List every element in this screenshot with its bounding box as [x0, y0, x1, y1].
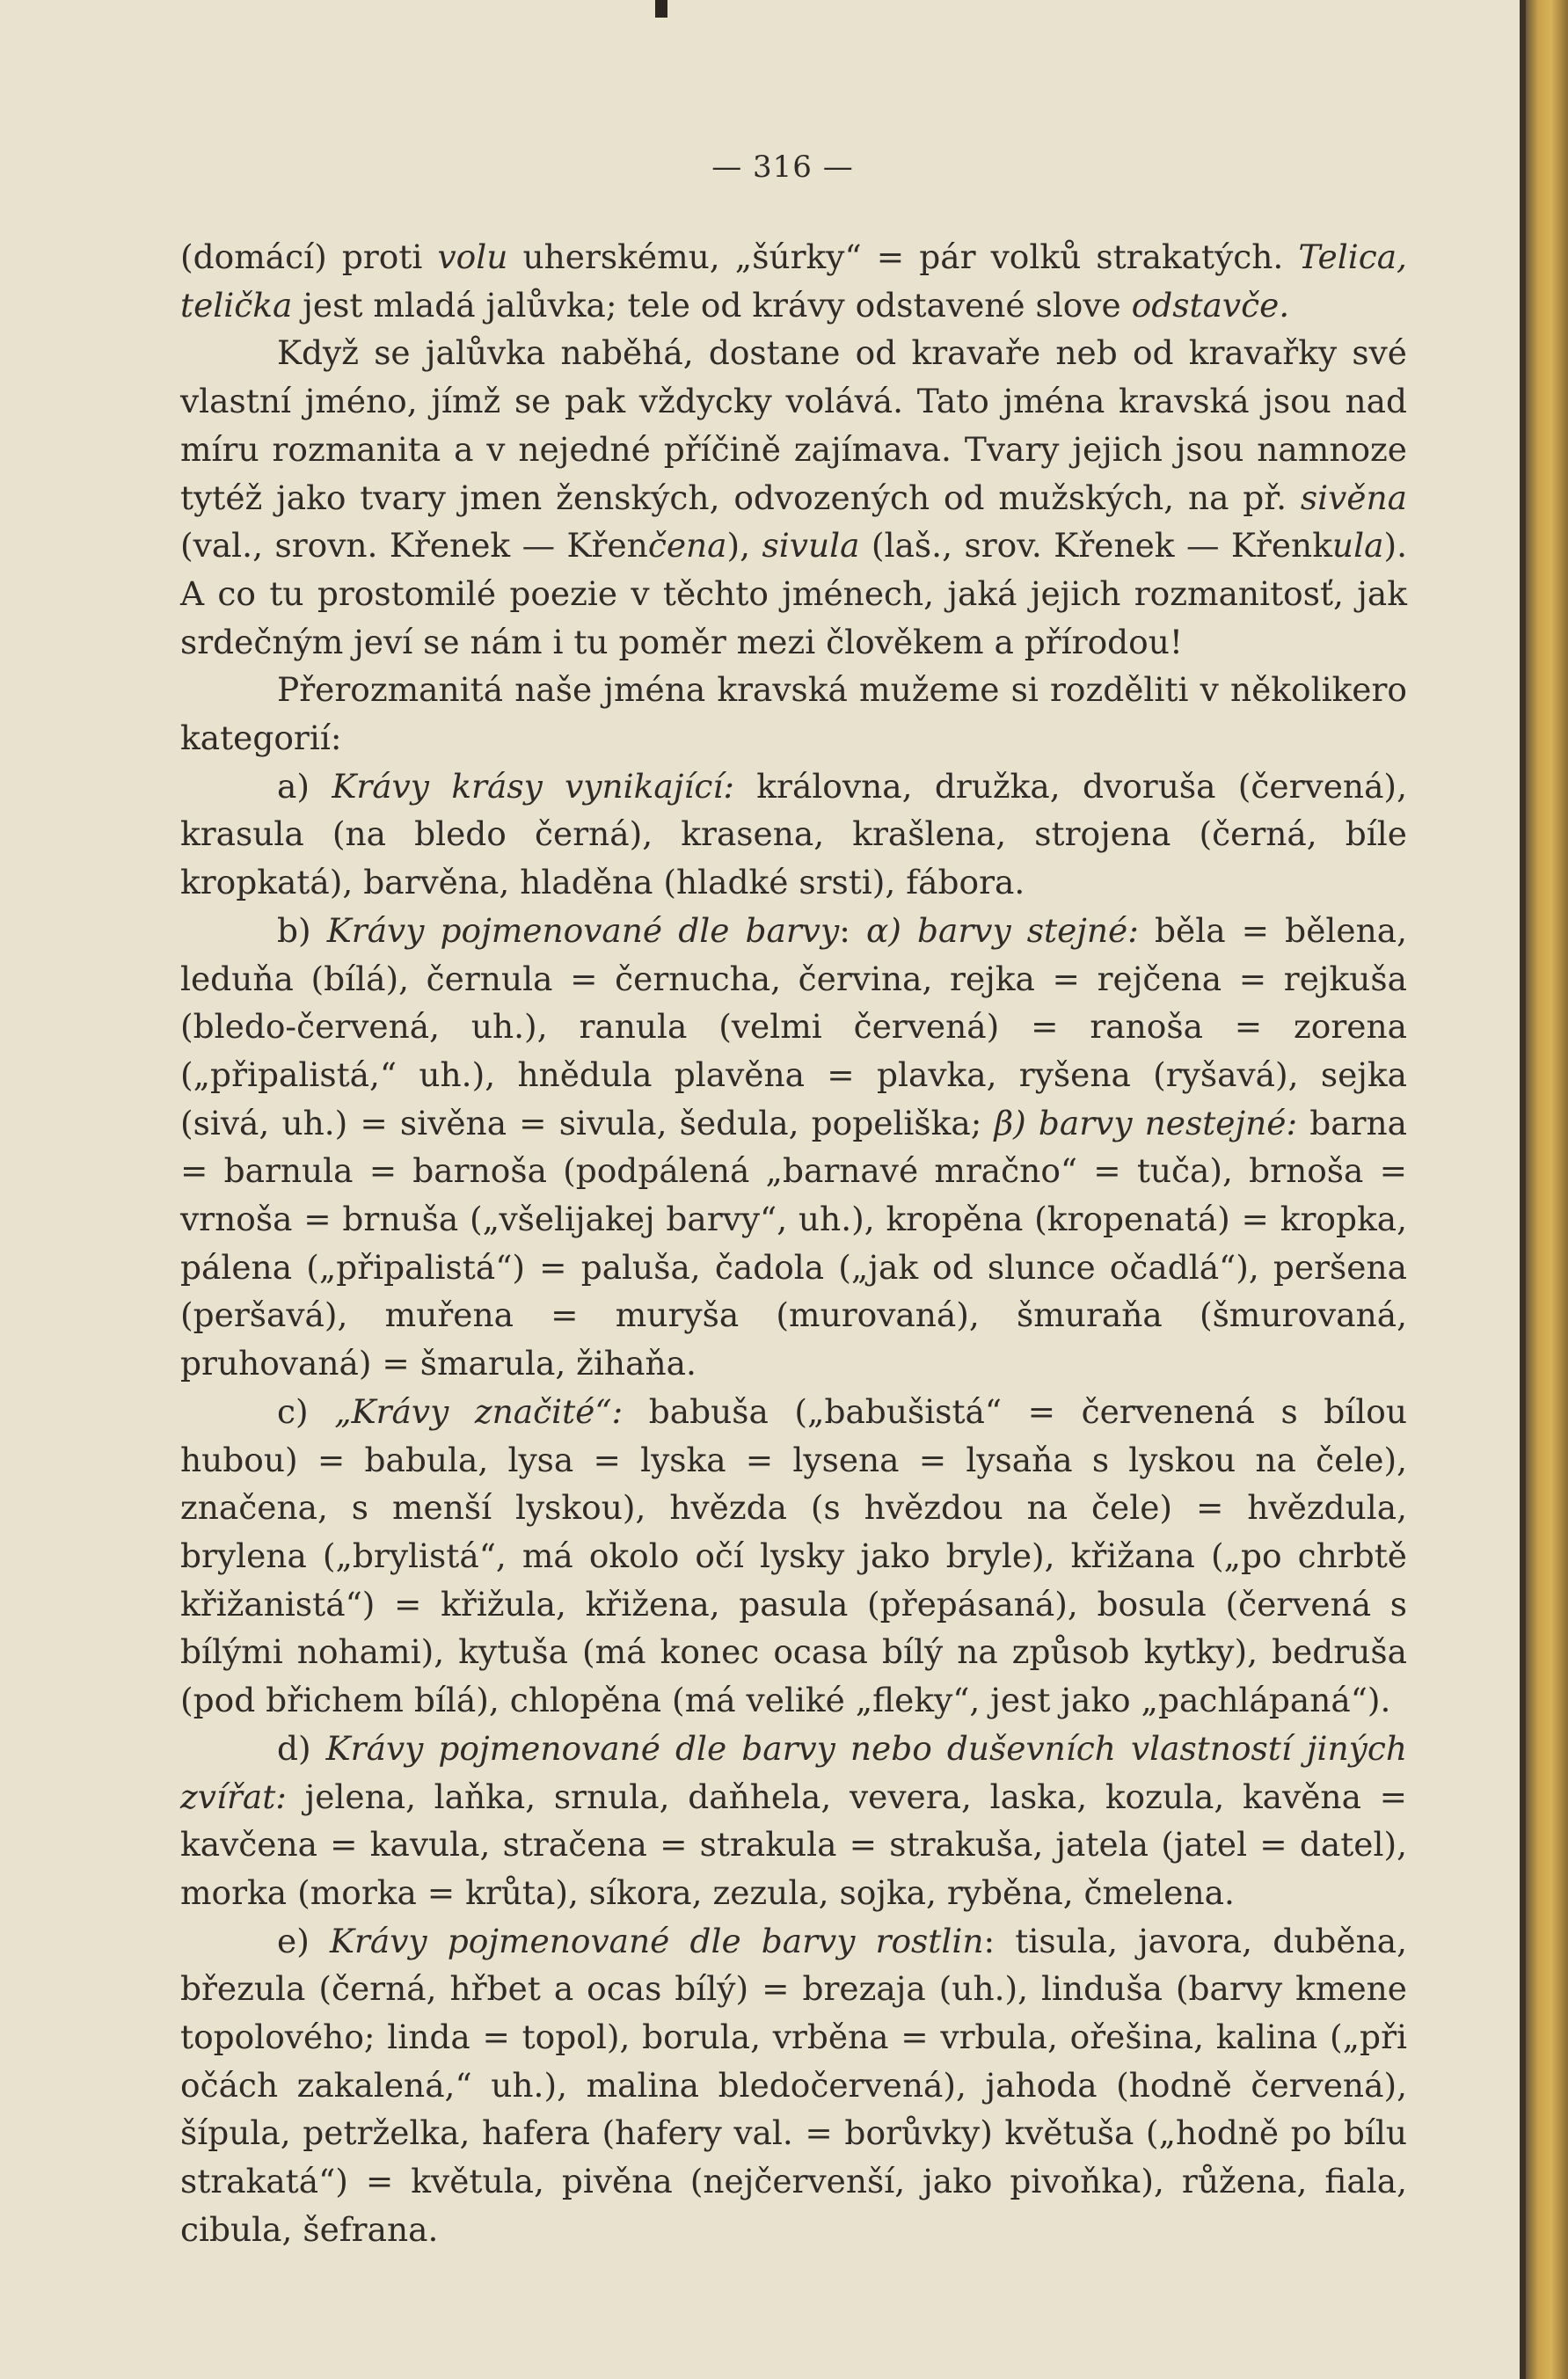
- body-text: [180, 233, 1407, 2254]
- italic-run: čena: [647, 526, 727, 566]
- binding-mark: [655, 0, 667, 18]
- text-run: ). A co tu prostomilé poezie v těchto jménech, jaká jejich rozmanitosť, jak srdečným jeví se nám i tu poměr mezi člověkem a přírodou!: [180, 526, 1407, 661]
- text-run: jest mladá jalůvka; tele od krávy odstavené slove: [292, 285, 1132, 325]
- italic-run: β) barvy nestejné:: [994, 1103, 1298, 1142]
- italic-run: α) barvy stejné:: [865, 910, 1139, 950]
- text-run: babuša („babušistá“ = červenená s bílou hubou) = babula, lysa = lyska = lysena = lysaňa s lyskou na čele), značena, s menší lyskou), hvězda (s hvězdou na čele) = hvězdula, brylena („brylistá“, má okolo očí lysky jako bryle), křižana („po chrbtě křižanistá“) = křižula, křižena, pasula (přepásaná), bosula (červená s bílými nohami), kytuša (má konec ocasa bílý na způsob kytky), bedruša (pod břichem bílá), chlopěna (má veliké „fleky“, jest jako „pachlápaná“).: [180, 1391, 1407, 1720]
- text-run: d): [277, 1728, 326, 1768]
- text-run: (val., srovn. Křenek — Křen: [180, 526, 648, 566]
- book-cover-edge: [1526, 0, 1568, 2379]
- italic-run: Krávy pojmenované dle barvy nebo duševních vlastností jiných zvířat:: [180, 1728, 1407, 1816]
- text-run: Přerozmanitá naše jména kravská mužeme si rozděliti v několikero kategorií:: [180, 670, 1407, 758]
- paragraph: [180, 329, 1407, 666]
- paragraph: [180, 1917, 1407, 2254]
- italic-run: Telica, telička: [180, 237, 1407, 325]
- paragraph: [180, 233, 1407, 329]
- text-run: c): [277, 1391, 335, 1431]
- italic-run: Krávy krásy vynikající:: [332, 766, 734, 806]
- text-run: e): [277, 1921, 330, 1960]
- text-run: ),: [726, 526, 762, 566]
- italic-run: Krávy pojmenované dle barvy rostlin: [329, 1921, 984, 1960]
- text-run: běla = bělena, leduňa (bílá), černula = černucha, červina, rejka = rejčena = rejkuša (bledo-červená, uh.), ranula (velmi červená) = ranoša = zorena („připalistá,“ uh.), hnědula plavěna = plavka, ryšena (ryšavá), sejka (sivá, uh.) = sivěna = sivula, šedula, popeliška;: [180, 910, 1407, 1142]
- italic-run: Krávy pojmenované dle barvy: [326, 910, 840, 950]
- italic-run: sivěna: [1300, 478, 1407, 517]
- text-run: (domácí) proti: [180, 237, 438, 276]
- text-run: uherskému, „šúrky“ = pár volků strakatých.: [507, 237, 1299, 276]
- text-run: jelena, laňka, srnula, daňhela, vevera, laska, kozula, kavěna = kavčena = kavula, stračena = strakula = strakuša, jatela (jatel = datel), morka (morka = krůta), síkora, zezula, sojka, ryběna, čmelena.: [180, 1777, 1407, 1912]
- paragraph: [180, 907, 1407, 1388]
- text-run: (laš., srov. Křenek — Křenk: [859, 526, 1332, 566]
- paragraph: [180, 1725, 1407, 1917]
- italic-run: sivula: [762, 526, 860, 566]
- italic-run: „Krávy značité“:: [334, 1391, 624, 1431]
- text-run: barna = barnula = barnoša (podpálená „barnavé mračno“ = tuča), brnoša = vrnoša = brnuša („všelijakej barvy“, uh.), kropěna (kropenatá) = kropka, pálena („připalistá“) = paluša, čadola („jak od slunce očadlá“), peršena (peršavá), muřena = muryša (murovaná), šmuraňa (šmurovaná, pruhovaná) = šmarula, žihaňa.: [180, 1103, 1407, 1383]
- paragraph: [180, 1388, 1407, 1725]
- italic-run: odstavče.: [1131, 285, 1290, 325]
- text-run: Když se jalůvka naběhá, dostane od kravaře neb od kravařky své vlastní jméno, jímž se pak vždycky volává. Tato jména kravská jsou nad míru rozmanita a v nejedné příčině zajímava. Tvary jejich jsou namnoze tytéž jako tvary jmen ženských, odvozených od mužských, na př.: [180, 333, 1407, 517]
- paragraph: [180, 666, 1407, 762]
- italic-run: ula: [1331, 526, 1384, 566]
- paragraph: [180, 763, 1407, 907]
- text-run: b): [277, 910, 327, 950]
- text-run: : tisula, javora, duběna, březula (černá, hřbet a ocas bílý) = brezaja (uh.), linduša (barvy kmene topolového; linda = topol), borula, vrběna = vrbula, ořešina, kalina („při očách zakalená,“ uh.), malina bledočervená), jahoda (hodně červená), šípula, petrželka, hafera (hafery val. = borůvky) květuša („hodně po bílu strakatá“) = květula, pivěna (nejčervenší, jako pivoňka), růžena, fiala, cibula, šefrana.: [180, 1921, 1407, 2249]
- text-run: a): [277, 766, 332, 806]
- text-run: královna, družka, dvoruša (červená), krasula (na bledo černá), krasena, krašlena, strojena (černá, bíle kropkatá), barvěna, hladěna (hladké srsti), fábora.: [180, 766, 1407, 902]
- italic-run: volu: [437, 237, 508, 276]
- page-number: — 316 —: [711, 150, 854, 185]
- text-run: :: [839, 910, 866, 950]
